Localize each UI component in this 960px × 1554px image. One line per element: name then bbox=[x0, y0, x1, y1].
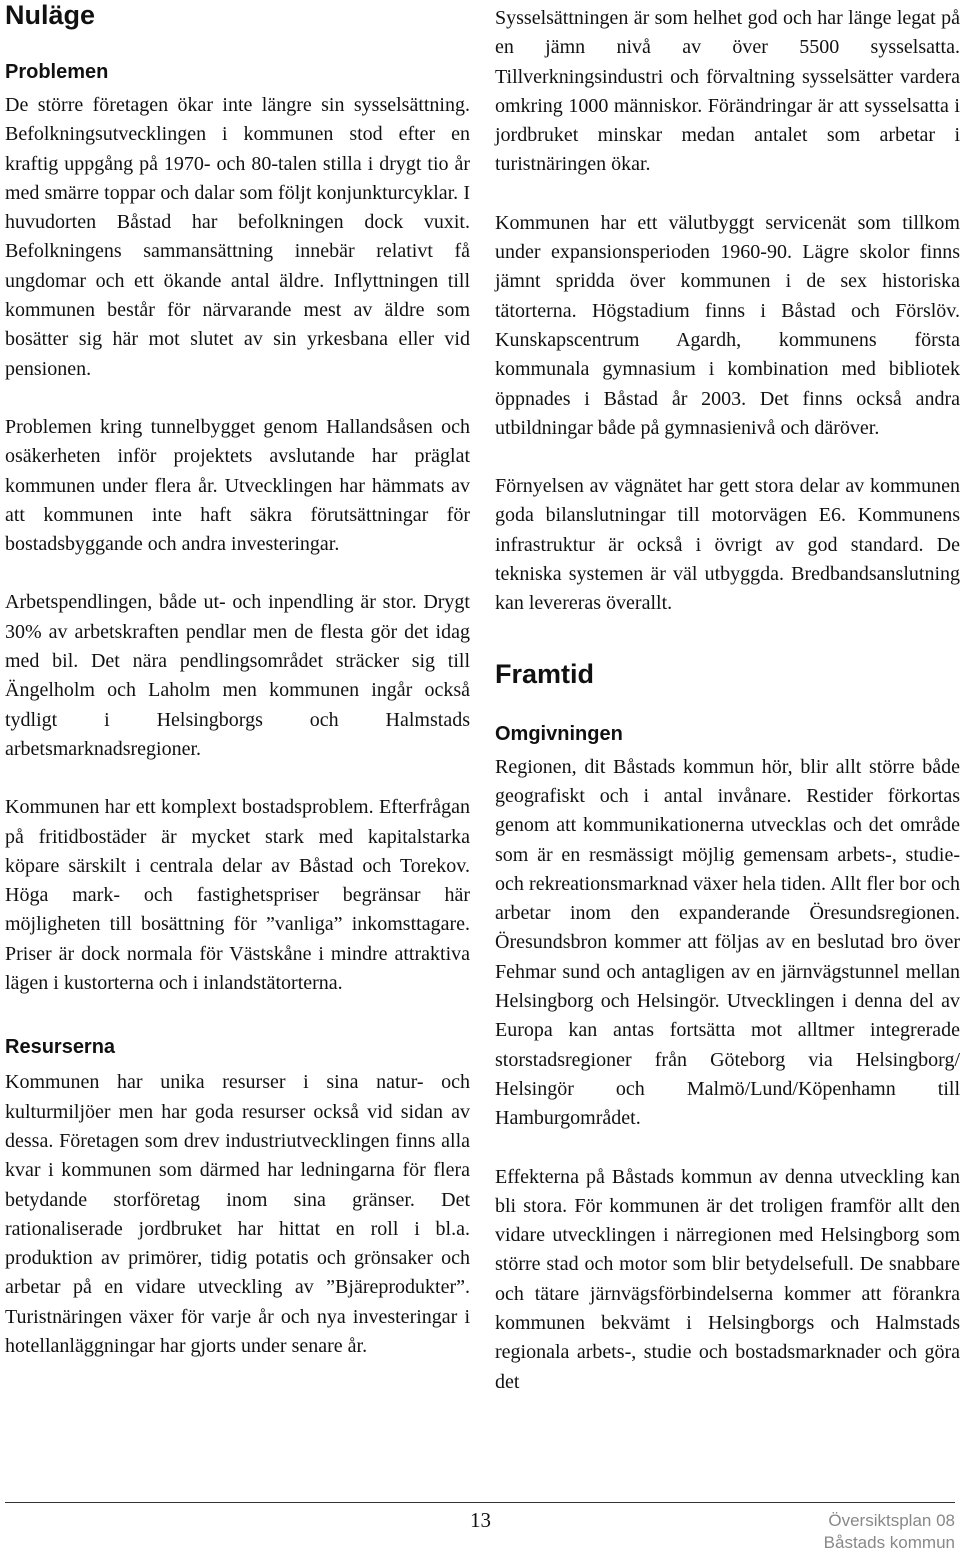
paragraph-servicenat: Kommunen har ett välutbyggt servicenät som tillkom under expansionsperioden 1960-90. Lägre skolor finns jämnt spridda över kommunen i de sex historiska tätorterna. Högstadium finns i Båstad och Förslöv. Kunskapscentrum Agardh, kommunens första kommunala gymnasium i kombination med bibliotek öppnades i Båstad år 2003. Det finns också andra utbildningar både på gymnasienivå och däröver. bbox=[495, 211, 960, 439]
footer-divider bbox=[5, 1502, 955, 1503]
paragraph-resurserna: Kommunen har unika resurser i sina natur- och kulturmiljöer men har goda resurser också vid sidan av dessa. Företagen som drev industriutvecklingen finns alla kvar i kommunen som därmed har ledningarna för flera betydande storföretag inom sina gränser. Det rationaliserade jordbruket har hittat en roll i bl.a. produktion av primörer, tidig potatis och grönsaker och arbetar på en vidare utveckling av ”Bjäreprodukter”. Turistnäringen växer för varje år och nya investeringar i hotellanläggningar har gjorts under senare år. bbox=[5, 1071, 470, 1357]
footer-document-title bbox=[824, 1510, 955, 1554]
subheading-omgivningen: Omgivningen bbox=[495, 722, 623, 745]
paragraph-problemen-3: Arbetspendlingen, både ut- och inpendling är stor. Drygt 30% av arbetskraften pendlar men de flesta gör det idag med bil. Det nära pendlingsområdet sträcker sig till Ängelholm och Laholm men kommunen ingår också tydligt i Helsingborgs och Halmstads arbetsmarknadsregioner. bbox=[5, 591, 470, 760]
paragraph-problemen-4: Kommunen har ett komplext bostadsproblem. Efterfrågan på fritidbostäder är mycket stark med kapitalstarka köpare särskilt i centrala delar av Båstad och Torekov. Höga mark- och fastighetspriser begränsar här möjligheten till bosättning för ”vanliga” inkomsttagare. Priser är dock normala för Västskåne i mindre attraktiva lägen i kustorterna och i inlandstätorterna. bbox=[5, 796, 470, 995]
page-number: 13 bbox=[470, 1508, 491, 1532]
subheading-resurserna: Resurserna bbox=[5, 1036, 116, 1059]
footer-municipality: Båstads kommun bbox=[823, 1533, 955, 1552]
section-heading-nulage: Nuläge bbox=[5, 0, 96, 30]
section-heading-framtid: Framtid bbox=[495, 658, 595, 689]
paragraph-problemen-2: Problemen kring tunnelbygget genom Hallandsåsen och osäkerheten inför projektets avslutande har präglat kommunen under flera år. Utvecklingen har hämmats av att kommunen inte haft säkra förutsättningar för bostadsbyggande och andra investeringar. bbox=[5, 415, 470, 556]
footer-doc-title: Översiktsplan 08 bbox=[828, 1511, 955, 1530]
subheading-problemen: Problemen bbox=[5, 61, 109, 83]
left-column bbox=[5, 0, 470, 1361]
right-column bbox=[495, 0, 960, 1397]
paragraph-vagnat: Förnyelsen av vägnätet har gett stora delar av kommunen goda bilanslutningar till motorvägen E6. Kommunens infrastruktur är också i övrigt av god standard. De tekniska systemen är väl utbyggda. Bredbandsanslutning kan levereras överallt. bbox=[495, 475, 960, 615]
paragraph-omgivningen-1: Regionen, dit Båstads kommun hör, blir allt större både geografiskt och i antal invånare. Restider förkortas genom att kommunikationerna utvecklas och det område som är en resmässigt möjlig gemensam arbets-, studie- och rekreationsmarknad växer hela tiden. Allt fler bor och arbetar inom den expanderande Öresundsregionen. Öresundsbron kommer att följas av en beslutad bro över Fehmar sund och antagligen av en järnvägstunnel mellan Helsingborg och Helsingör. Utvecklingen i denna del av Europa kan antas fortsätta mot alltmer integrerade storstadsregioner från Göteborg via Helsingborg/ Helsingör och Malmö/Lund/Köpenhamn till Hamburgområdet. bbox=[495, 755, 960, 1130]
paragraph-omgivningen-2: Effekterna på Båstads kommun av denna utveckling kan bli stora. För kommunen är det troligen framför allt den vidare utvecklingen i närregionen med Helsingborg som större stad och motor som blir betydelsefull. De snabbare och tätare järnvägsförbindelserna kommer att förankra kommunen bekvämt i Helsingborgs och Halmstads regionala arbets-, studie och bostadsmarknader och göra det bbox=[495, 1165, 960, 1393]
paragraph-problemen-1: De större företagen ökar inte längre sin sysselsättning. Befolkningsutvecklingen i kommunen stod efter en kraftig uppgång på 1970- och 80-talen stilla i drygt tio år med smärre toppar och dalar som följt konjunkturcyklar. I huvudorten Båstad har befolkningen dock vuxit. Befolkningens sammansättning innebär relativt få ungdomar och ett ökande antal äldre. Inflyttningen till kommunen består för närvarande mest av äldre som bosätter sig här mot slutet av sin yrkesbana eller vid pensionen. bbox=[5, 94, 470, 380]
paragraph-sysselsattning: Sysselsättningen är som helhet god och har länge legat på en jämn nivå av över 5500 sysselsatta. Tillverkningsindustri och förvaltning sysselsätter vardera omkring 1000 människor. Förändringar är att sysselsatta i jordbruket minskar medan antalet som arbetar i turistnäringen ökar. bbox=[495, 7, 960, 176]
